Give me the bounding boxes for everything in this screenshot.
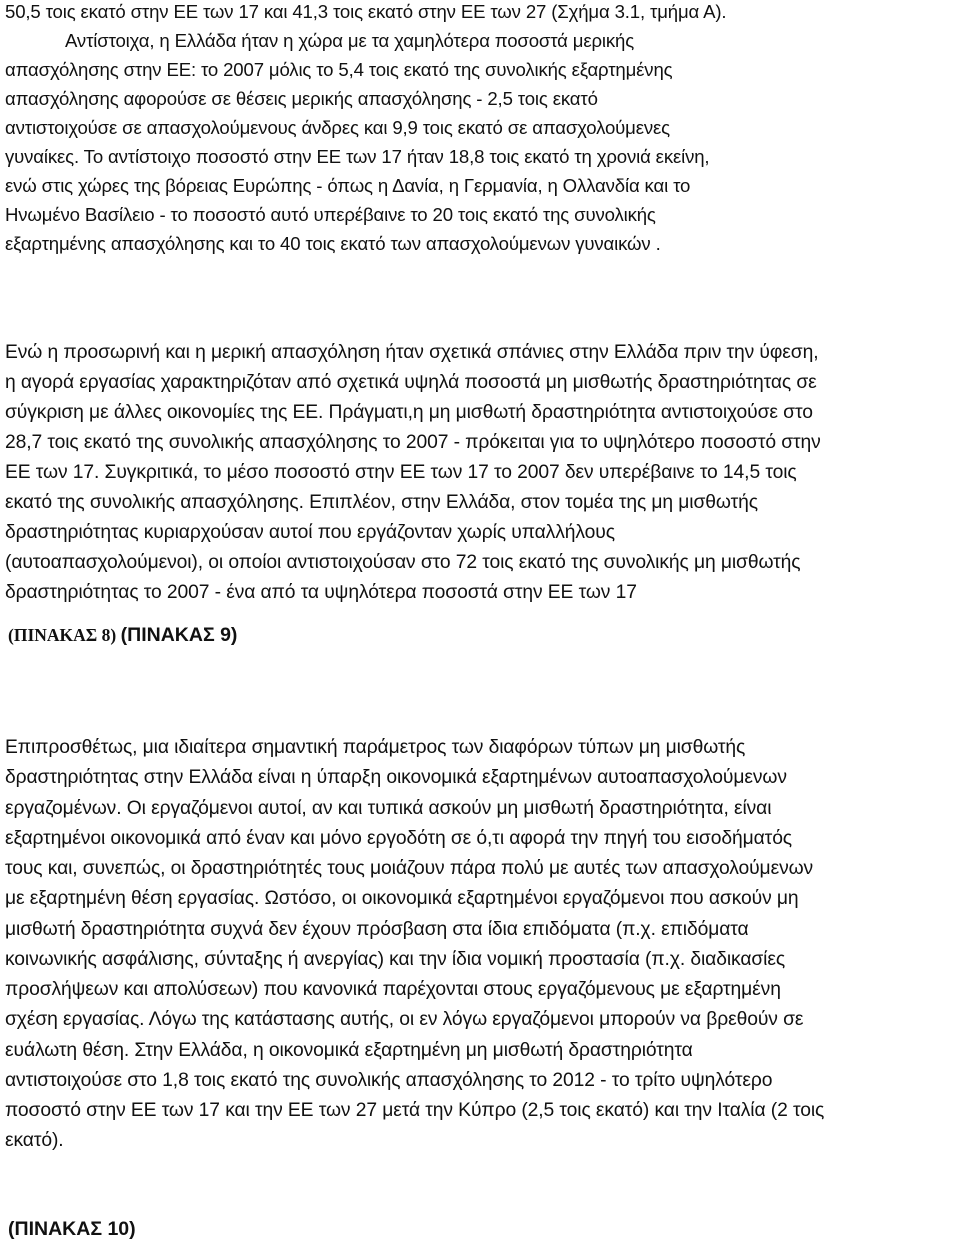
- text-line: απασχόλησης αφορούσε σε θέσεις μερικής απασχόλησης - 2,5 τοις εκατό: [5, 88, 598, 109]
- table-8-reference: (ΠΙΝΑΚΑΣ 8): [8, 625, 117, 645]
- text-line: Ενώ η προσωρινή και η μερική απασχόληση ήταν σχετικά σπάνιες στην Ελλάδα πριν την ύφεση,: [5, 342, 819, 363]
- text-line: αντιστοιχούσε σε απασχολούμενους άνδρες και 9,9 τοις εκατό σε απασχολούμενες: [5, 117, 670, 138]
- text-line: ευάλωτη θέση. Στην Ελλάδα, η οικονομικά εξαρτημένη μη μισθωτή δραστηριότητα: [5, 1039, 693, 1061]
- text-line: τους και, συνεπώς, οι δραστηριότητές τους μοιάζουν πάρα πολύ με αυτές των απασχολούμενων: [5, 858, 814, 879]
- text-line: εργαζομένων. Οι εργαζόμενοι αυτοί, αν και τυπικά ασκούν μη μισθωτή δραστηριότητα, είναι: [5, 797, 772, 819]
- paragraph-economically-dependent-self-employed: [5, 733, 955, 1157]
- text-line: σχέση εργασίας. Λόγω της κατάστασης αυτής, οι εν λόγω εργαζόμενοι μπορούν να βρεθούν σε: [5, 1009, 804, 1031]
- paragraph-part-time-employment: [5, 0, 955, 258]
- text-line: εξαρτημένης απασχόλησης και το 40 τοις εκατό των απασχολούμενων γυναικών .: [5, 233, 661, 254]
- table-references: [8, 624, 237, 647]
- text-line: σύγκριση με άλλες οικονομίες της ΕΕ. Πράγματι,η μη μισθωτή δραστηριότητα αντιστοιχούσε στο: [5, 402, 813, 423]
- text-line: εκατό).: [5, 1130, 64, 1152]
- text-line: δραστηριότητας κυριαρχούσαν αυτοί που εργάζονταν χωρίς υπαλλήλους: [5, 522, 615, 543]
- text-line: η αγορά εργασίας χαρακτηριζόταν από σχετικά υψηλά ποσοστά μη μισθωτής δραστηριότητας σε: [5, 372, 817, 393]
- text-line: δραστηριότητας το 2007 - ένα από τα υψηλότερα ποσοστά στην ΕΕ των 17: [5, 582, 637, 603]
- text-line: (αυτοαπασχολούμενοι), οι οποίοι αντιστοιχούσαν στο 72 τοις εκατό της συνολικής μη μισθωτής: [5, 552, 801, 573]
- text-line: ΕΕ των 17. Συγκριτικά, το μέσο ποσοστό στην ΕΕ των 17 το 2007 δεν υπερέβαινε το 14,5 τοις: [5, 462, 797, 483]
- text-line: δραστηριότητας στην Ελλάδα είναι η ύπαρξη οικονομικά εξαρτημένων αυτοαπασχολούμενων: [5, 767, 787, 789]
- text-line: ποσοστό στην ΕΕ των 17 και την ΕΕ των 27 μετά την Κύπρο (2,5 τοις εκατό) και την Ιταλία (2 τοις: [5, 1100, 825, 1121]
- text-line: 28,7 τοις εκατό της συνολικής απασχόλησης το 2007 - πρόκειται για το υψηλότερο ποσοστό στην: [5, 432, 821, 453]
- text-line: με εξαρτημένη θέση εργασίας. Ωστόσο, οι οικονομικά εξαρτημένοι εργαζόμενοι που ασκούν μη: [5, 888, 799, 910]
- table-10-reference: (ΠΙΝΑΚΑΣ 10): [8, 1218, 136, 1240]
- text-line: 50,5 τοις εκατό στην ΕΕ των 17 και 41,3 τοις εκατό στην ΕΕ των 27 (Σχήμα 3.1, τμήμα Α).: [5, 1, 727, 22]
- text-line: κοινωνικής ασφάλισης, σύνταξης ή ανεργίας) και την ίδια νομική προστασία (π.χ. διαδικασίες: [5, 948, 786, 970]
- text-line: εκατό της συνολικής απασχόλησης. Επιπλέον, στην Ελλάδα, στον τομέα της μη μισθωτής: [5, 492, 758, 513]
- text-line: προσλήψεων και απολύσεων) που κανονικά παρέχονται στους εργαζόμενους με εξαρτημένη: [5, 979, 781, 1000]
- text-line: γυναίκες. Το αντίστοιχο ποσοστό στην ΕΕ των 17 ήταν 18,8 τοις εκατό τη χρονιά εκείνη,: [5, 146, 710, 167]
- text-line: Επιπροσθέτως, μια ιδιαίτερα σημαντική παράμετρος των διαφόρων τύπων μη μισθωτής: [5, 737, 746, 758]
- text-line: αντιστοιχούσε στο 1,8 τοις εκατό της συνολικής απασχόλησης το 2012 - το τρίτο υψηλότερο: [5, 1069, 773, 1091]
- table-9-reference: (ΠΙΝΑΚΑΣ 9): [120, 624, 238, 646]
- paragraph-non-salaried-activity: [5, 338, 955, 608]
- text-line: απασχόλησης στην ΕΕ: το 2007 μόλις το 5,4 τοις εκατό της συνολικής εξαρτημένης: [5, 59, 673, 80]
- text-line: εξαρτημένοι οικονομικά από έναν και μόνο εργοδότη σε ό,τι αφορά την πηγή του εισοδήματός: [5, 827, 793, 849]
- text-line: ενώ στις χώρες της βόρειας Ευρώπης - όπως η Δανία, η Γερμανία, η Ολλανδία και το: [5, 175, 691, 196]
- text-line: μισθωτή δραστηριότητα συχνά δεν έχουν πρόσβαση στα ίδια επιδόματα (π.χ. επιδόματα: [5, 918, 749, 940]
- text-line: Αντίστοιχα, η Ελλάδα ήταν η χώρα με τα χαμηλότερα ποσοστά μερικής: [65, 30, 635, 51]
- text-line: Ηνωμένο Βασίλειο - το ποσοστό αυτό υπερέβαινε το 20 τοις εκατό της συνολικής: [5, 204, 656, 225]
